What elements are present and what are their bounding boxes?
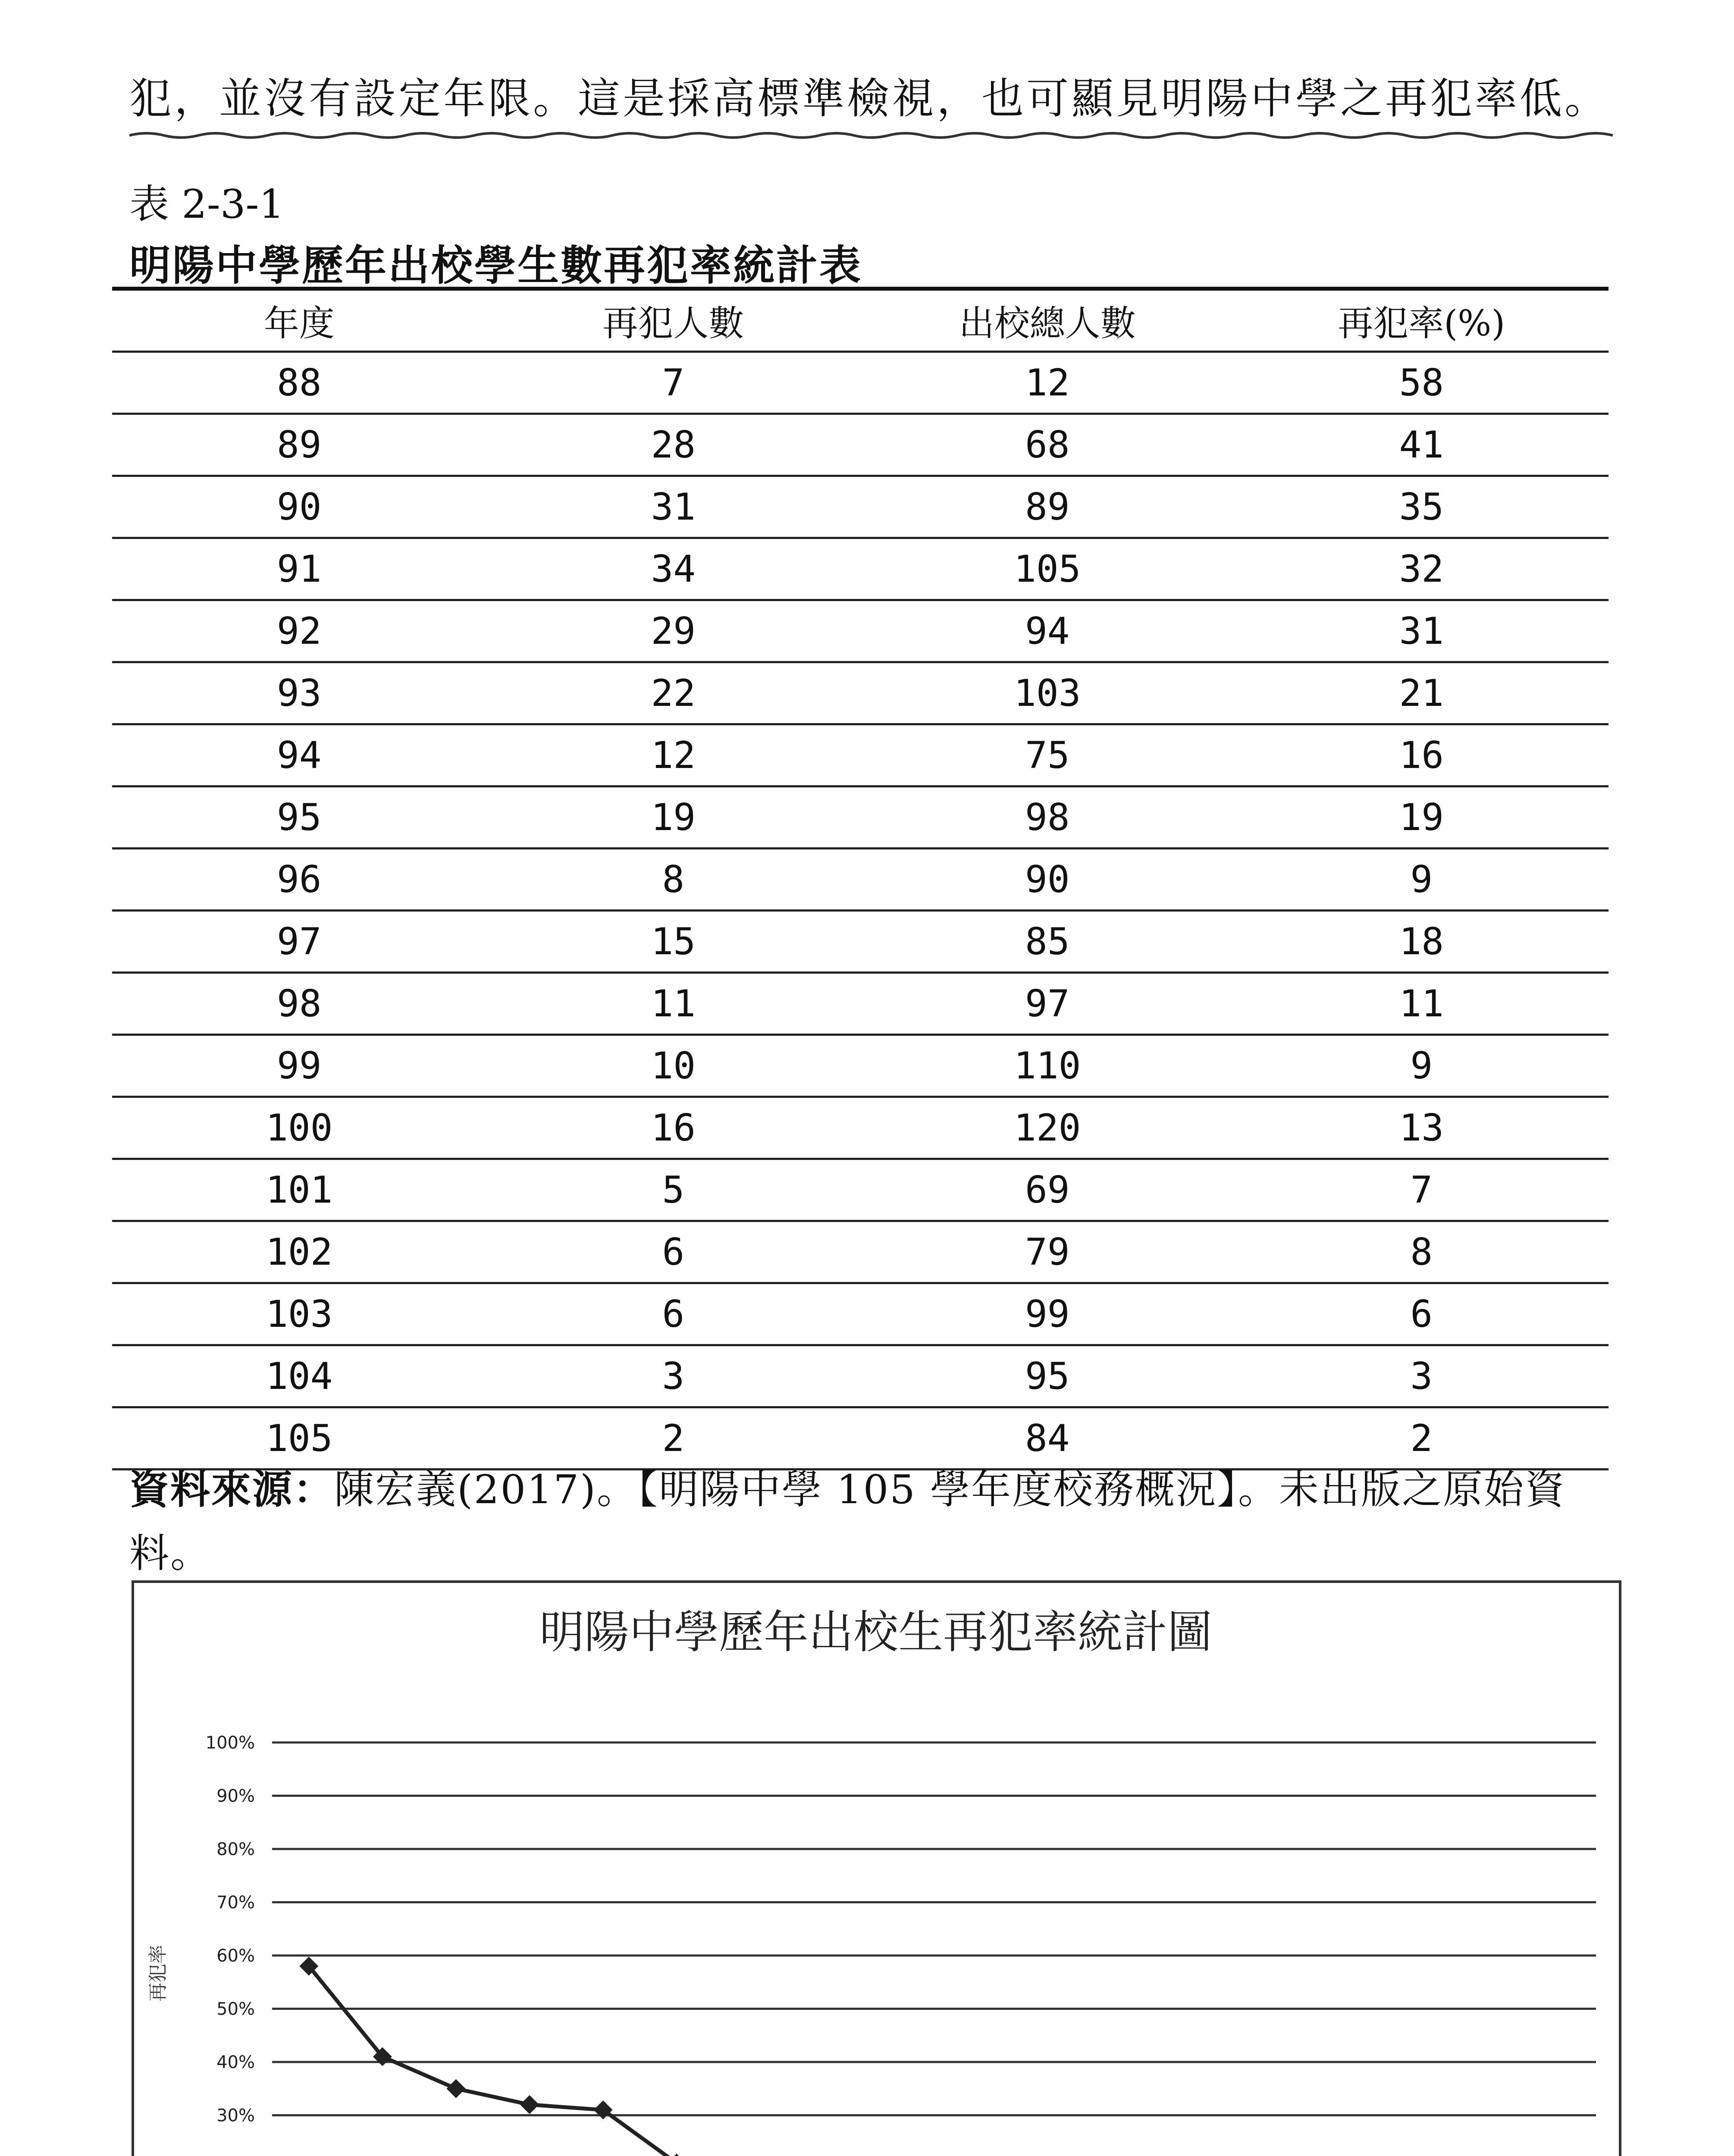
- cell-rate: 19: [1235, 787, 1609, 849]
- cell-total-released: 75: [860, 724, 1235, 787]
- cell-rate: 8: [1235, 1221, 1609, 1283]
- wavy-underline: [129, 129, 1617, 147]
- y-tick-label: 80%: [216, 1839, 255, 1859]
- data-point: [446, 2079, 465, 2098]
- table-row: [112, 1159, 1609, 1221]
- cell-reoffenders: 8: [486, 849, 861, 911]
- cell-year: 90: [112, 476, 486, 538]
- cell-reoffenders: 2: [486, 1407, 861, 1470]
- cell-total-released: 99: [860, 1283, 1235, 1345]
- table-row: [112, 1035, 1609, 1097]
- cell-reoffenders: 22: [486, 662, 861, 724]
- cell-total-released: 110: [860, 1035, 1235, 1097]
- table-row: [112, 911, 1609, 973]
- cell-rate: 3: [1235, 1345, 1609, 1407]
- cell-rate: 35: [1235, 476, 1609, 538]
- cell-year: 105: [112, 1407, 486, 1470]
- cell-total-released: 98: [860, 787, 1235, 849]
- cell-reoffenders: 6: [486, 1221, 861, 1283]
- cell-reoffenders: 3: [486, 1345, 861, 1407]
- source-text: 陳宏義(2017)。【明陽中學 105 學年度校務概況】。未出版之原始資料。: [129, 1467, 1566, 1576]
- y-tick-label: 100%: [205, 1733, 255, 1753]
- cell-rate: 18: [1235, 911, 1609, 973]
- cell-reoffenders: 10: [486, 1035, 861, 1097]
- cell-rate: 41: [1235, 414, 1609, 476]
- cell-total-released: 97: [860, 973, 1235, 1035]
- cell-year: 103: [112, 1283, 486, 1345]
- cell-total-released: 90: [860, 849, 1235, 911]
- table-row: [112, 1221, 1609, 1283]
- data-point: [520, 2095, 539, 2114]
- cell-reoffenders: 6: [486, 1283, 861, 1345]
- cell-year: 100: [112, 1097, 486, 1159]
- table-row: [112, 538, 1609, 600]
- table-row: [112, 476, 1609, 538]
- cell-total-released: 95: [860, 1345, 1235, 1407]
- y-tick-label: 40%: [216, 2053, 255, 2072]
- table-source: [129, 1457, 1621, 1586]
- header-year: 年度: [112, 289, 486, 352]
- cell-year: 92: [112, 600, 486, 662]
- cell-reoffenders: 11: [486, 973, 861, 1035]
- cell-reoffenders: 5: [486, 1159, 861, 1221]
- body-text-line: 犯，並沒有設定年限。這是採高標準檢視，也可顯見明陽中學之再犯率低。: [129, 74, 1610, 123]
- cell-rate: 21: [1235, 662, 1609, 724]
- cell-year: 95: [112, 787, 486, 849]
- table-row: [112, 973, 1609, 1035]
- cell-total-released: 69: [860, 1159, 1235, 1221]
- cell-reoffenders: 15: [486, 911, 861, 973]
- cell-total-released: 84: [860, 1407, 1235, 1470]
- y-tick-label: 90%: [216, 1786, 255, 1806]
- line-chart: [134, 1583, 1619, 2156]
- recidivism-table: [112, 287, 1609, 1470]
- y-axis-label: 再犯率: [147, 1945, 169, 2002]
- cell-total-released: 103: [860, 662, 1235, 724]
- table-row: [112, 1097, 1609, 1159]
- table-row: [112, 662, 1609, 724]
- cell-reoffenders: 7: [486, 352, 861, 414]
- cell-year: 88: [112, 352, 486, 414]
- cell-total-released: 105: [860, 538, 1235, 600]
- table-row: [112, 600, 1609, 662]
- cell-reoffenders: 29: [486, 600, 861, 662]
- cell-rate: 13: [1235, 1097, 1609, 1159]
- y-tick-label: 50%: [216, 1999, 255, 2019]
- cell-rate: 6: [1235, 1283, 1609, 1345]
- header-total-released: 出校總人數: [860, 289, 1235, 352]
- table-header-row: [112, 289, 1609, 352]
- cell-rate: 9: [1235, 849, 1609, 911]
- cell-reoffenders: 31: [486, 476, 861, 538]
- cell-year: 98: [112, 973, 486, 1035]
- cell-year: 104: [112, 1345, 486, 1407]
- cell-total-released: 79: [860, 1221, 1235, 1283]
- cell-rate: 58: [1235, 352, 1609, 414]
- cell-reoffenders: 34: [486, 538, 861, 600]
- table-row: [112, 414, 1609, 476]
- cell-year: 101: [112, 1159, 486, 1221]
- cell-year: 97: [112, 911, 486, 973]
- chart-frame: [132, 1580, 1621, 2156]
- table-row: [112, 724, 1609, 787]
- chart-title: 明陽中學歷年出校生再犯率統計圖: [539, 1606, 1213, 1658]
- source-label: 資料來源：: [129, 1466, 335, 1513]
- cell-rate: 31: [1235, 600, 1609, 662]
- cell-total-released: 12: [860, 352, 1235, 414]
- cell-reoffenders: 16: [486, 1097, 861, 1159]
- cell-reoffenders: 12: [486, 724, 861, 787]
- cell-total-released: 94: [860, 600, 1235, 662]
- cell-year: 93: [112, 662, 486, 724]
- cell-rate: 16: [1235, 724, 1609, 787]
- table-row: [112, 1283, 1609, 1345]
- header-rate: 再犯率(%): [1235, 289, 1609, 352]
- header-reoffenders: 再犯人數: [486, 289, 861, 352]
- cell-reoffenders: 19: [486, 787, 861, 849]
- cell-rate: 2: [1235, 1407, 1609, 1470]
- cell-total-released: 89: [860, 476, 1235, 538]
- table-row: [112, 352, 1609, 414]
- table-row: [112, 1345, 1609, 1407]
- table-title: 明陽中學歷年出校學生數再犯率統計表: [129, 241, 862, 290]
- table-body: [112, 352, 1609, 1470]
- y-tick-label: 70%: [216, 1893, 255, 1913]
- cell-reoffenders: 28: [486, 414, 861, 476]
- table-row: [112, 787, 1609, 849]
- y-tick-label: 30%: [216, 2106, 255, 2126]
- cell-total-released: 68: [860, 414, 1235, 476]
- table-number: 表 2-3-1: [129, 181, 285, 227]
- cell-year: 102: [112, 1221, 486, 1283]
- cell-rate: 9: [1235, 1035, 1609, 1097]
- cell-total-released: 85: [860, 911, 1235, 973]
- cell-rate: 7: [1235, 1159, 1609, 1221]
- cell-total-released: 120: [860, 1097, 1235, 1159]
- table-row: [112, 849, 1609, 911]
- cell-rate: 11: [1235, 973, 1609, 1035]
- cell-year: 89: [112, 414, 486, 476]
- cell-year: 91: [112, 538, 486, 600]
- y-tick-label: 60%: [216, 1946, 255, 1966]
- cell-year: 94: [112, 724, 486, 787]
- cell-year: 99: [112, 1035, 486, 1097]
- cell-rate: 32: [1235, 538, 1609, 600]
- data-point: [667, 2154, 686, 2156]
- cell-year: 96: [112, 849, 486, 911]
